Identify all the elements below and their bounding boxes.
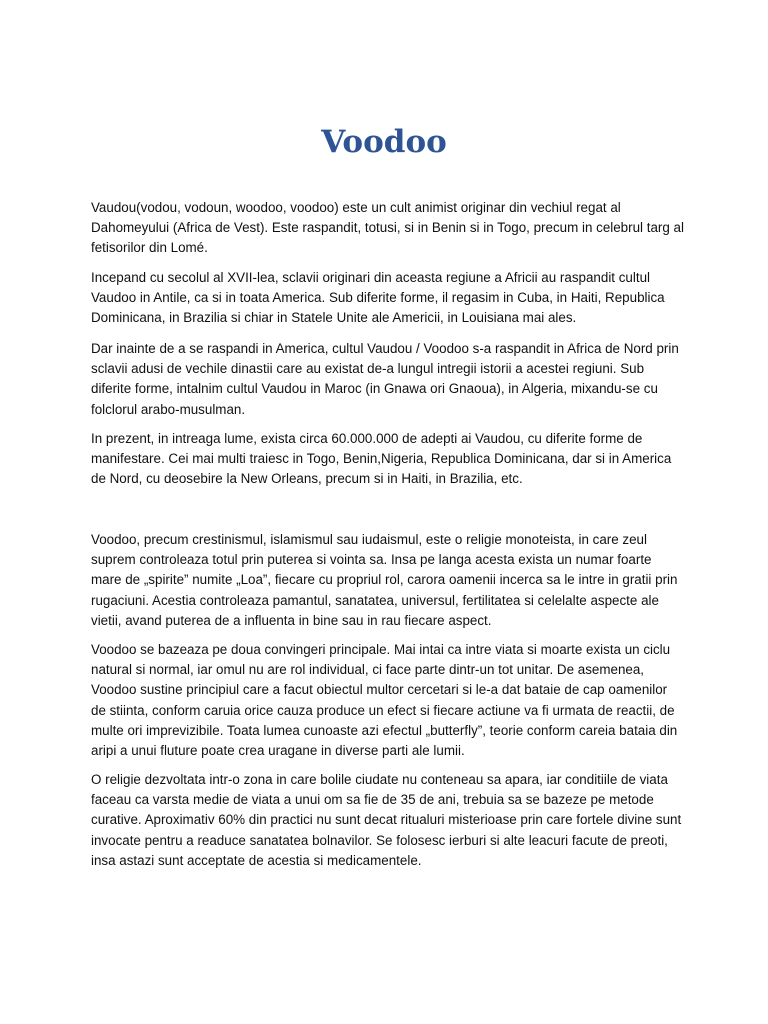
paragraph-beliefs: Voodoo se bazeaza pe doua convingeri principale. Mai intai ca intre viata si moarte exista un ciclu natural si normal, iar omul nu are rol individual, ci face parte dintr-un tot unitar. De asemenea, Voodoo sustine principiul care a facut obiectul multor cercetari si le-a dat bataie de cap oamenilor de stiinta, conform caruia orice cauza produce un efect si fiecare actiune va fi urmata de reactii, de multe ori imprevizibile. Toata lumea cunoaste azi efectul „butterfly”, teorie conform careia bataia din aripi a unui fluture poate crea uragane in diverse parti ale lumii.	[91, 642, 678, 759]
paragraph-origin: Vaudou(vodou, vodoun, woodoo, voodoo) este un cult animist originar din vechiul regat al Dahomeyului (Africa de Vest). Este raspandit, totusi, si in Benin si in Togo, precum in celebrul targ al fetisorilor din Lomé.	[91, 200, 684, 256]
paragraph-monotheism: Voodoo, precum crestinismul, islamismul sau iudaismul, este o religie monoteista, in care zeul suprem controleaza totul prin puterea si vointa sa. Insa pe langa acesta exista un numar foarte mare de „spirite” numite „Loa”, fiecare cu propriul rol, carora oamenii incerca sa le intre in gratii prin rugaciuni. Acestia controleaza pamantul, sanatatea, universul, fertilitatea si celelalte aspecte ale vietii, avand puterea de a influenta in bine sau in rau fiecare aspect.	[91, 532, 678, 628]
paragraph-north-africa: Dar inainte de a se raspandi in America, cultul Vaudou / Voodoo s-a raspandit in Africa de Nord prin sclavii adusi de vechile dinastii care au existat de-a lungul intregii istorii a acestei regiuni. Sub diferite forme, intalnim cultul Vaudou in Maroc (in Gnawa ori Gnaoua), in Algeria, mixandu-se cu folclorul arabo-musulman.	[91, 341, 679, 417]
page-title: Voodoo	[321, 124, 447, 160]
paragraph-followers: In prezent, in intreaga lume, exista circa 60.000.000 de adepti ai Vaudou, cu diferite forme de manifestare. Cei mai multi traiesc in Togo, Benin,Nigeria, Republica Dominicana, dar si in America de Nord, cu deosebire la New Orleans, precum si in Haiti, in Brazilia, etc.	[91, 431, 672, 487]
paragraph-spread-americas: Incepand cu secolul al XVII-lea, sclavii originari din aceasta regiune a Africii au raspandit cultul Vaudoo in Antile, ca si in toata America. Sub diferite forme, il regasim in Cuba, in Haiti, Republica Dominicana, in Brazilia si chiar in Statele Unite ale Americii, in Louisiana mai ales.	[91, 270, 665, 326]
paragraph-healing: O religie dezvoltata intr-o zona in care bolile ciudate nu conteneau sa apara, iar conditiile de viata faceau ca varsta medie de viata a unui om sa fie de 35 de ani, trebuia sa se bazeze pe metode curative. Aproximativ 60% din practici nu sunt decat ritualuri misterioase prin care fortele divine sunt invocate pentru a readuce sanatatea bolnavilor. Se folosesc ierburi si alte leacuri facute de preoti, insa astazi sunt acceptate de acestia si medicamentele.	[91, 772, 682, 868]
